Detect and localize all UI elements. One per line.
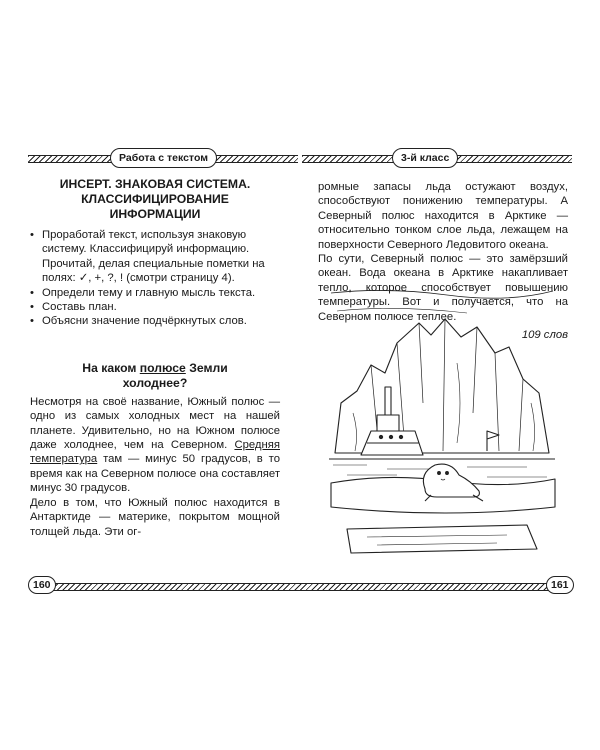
story-paragraph: По сути, Северный полюс — это замёрзший океан. Вода океана в Арктике накапливает тепло, которое способствует повышению температуры. Вот и получается, что на Северном полюсе теплее. — [318, 253, 568, 323]
word-count: 109 слов — [521, 329, 568, 342]
instruction-item: • Проработай текст, используя знаковую систему. Классифицируй информацию. Прочитай, делая специальные пометки на полях: ✓, +, ?, ! (смотри страницу 4). — [30, 228, 280, 286]
page-number-right: 161 — [546, 576, 574, 594]
left-column — [30, 177, 280, 539]
paragraph-text: Несмотря на своё название, Южный полюс — одно из самых холодных мест на нашей планете. Удивительно, но на Южном полюсе даже холоднее, чем на Северном. — [30, 395, 280, 452]
story-paragraph: Дело в том, что Южный полюс находится в Антарктиде — материке, покрытом мощной толщей льда. Эти ог- — [30, 496, 280, 538]
story-title-part: На каком — [82, 360, 140, 375]
story-title-underlined-word: полюсе — [139, 360, 186, 375]
instruction-item: • Составь план. — [30, 300, 280, 314]
page-number-left: 160 — [28, 576, 56, 594]
story-title — [30, 361, 280, 391]
story-paragraph: ромные запасы льда остужают воздух, способствуют понижению температуры. А Северный полюс находится в Арктике — относительно тонком слое льда, лежащем на поверхности Северного Ледовитого океана. — [318, 181, 568, 251]
underlined-term: Средняя температура — [30, 439, 280, 466]
story-paragraph — [30, 395, 280, 496]
exercise-title: ИНСЕРТ. ЗНАКОВАЯ СИСТЕМА. КЛАССИФИЦИРОВАНИЕ ИНФОРМАЦИИ — [59, 177, 251, 221]
footer-band — [40, 583, 560, 591]
section-tag: Работа с текстом — [110, 148, 217, 168]
story-title-part: Земли холоднее? — [122, 360, 228, 390]
instruction-item: • Определи тему и главную мысль текста. — [30, 286, 280, 300]
instruction-item: • Объясни значение подчёркнутых слов. — [30, 314, 280, 328]
instruction-list — [30, 228, 280, 329]
grade-tag: 3-й класс — [392, 148, 458, 168]
paragraph-text: там — минус 50 градусов, в то время как на Северном полюсе она составляет минус 30 градусов. — [30, 453, 280, 495]
polar-illustration — [327, 283, 557, 565]
